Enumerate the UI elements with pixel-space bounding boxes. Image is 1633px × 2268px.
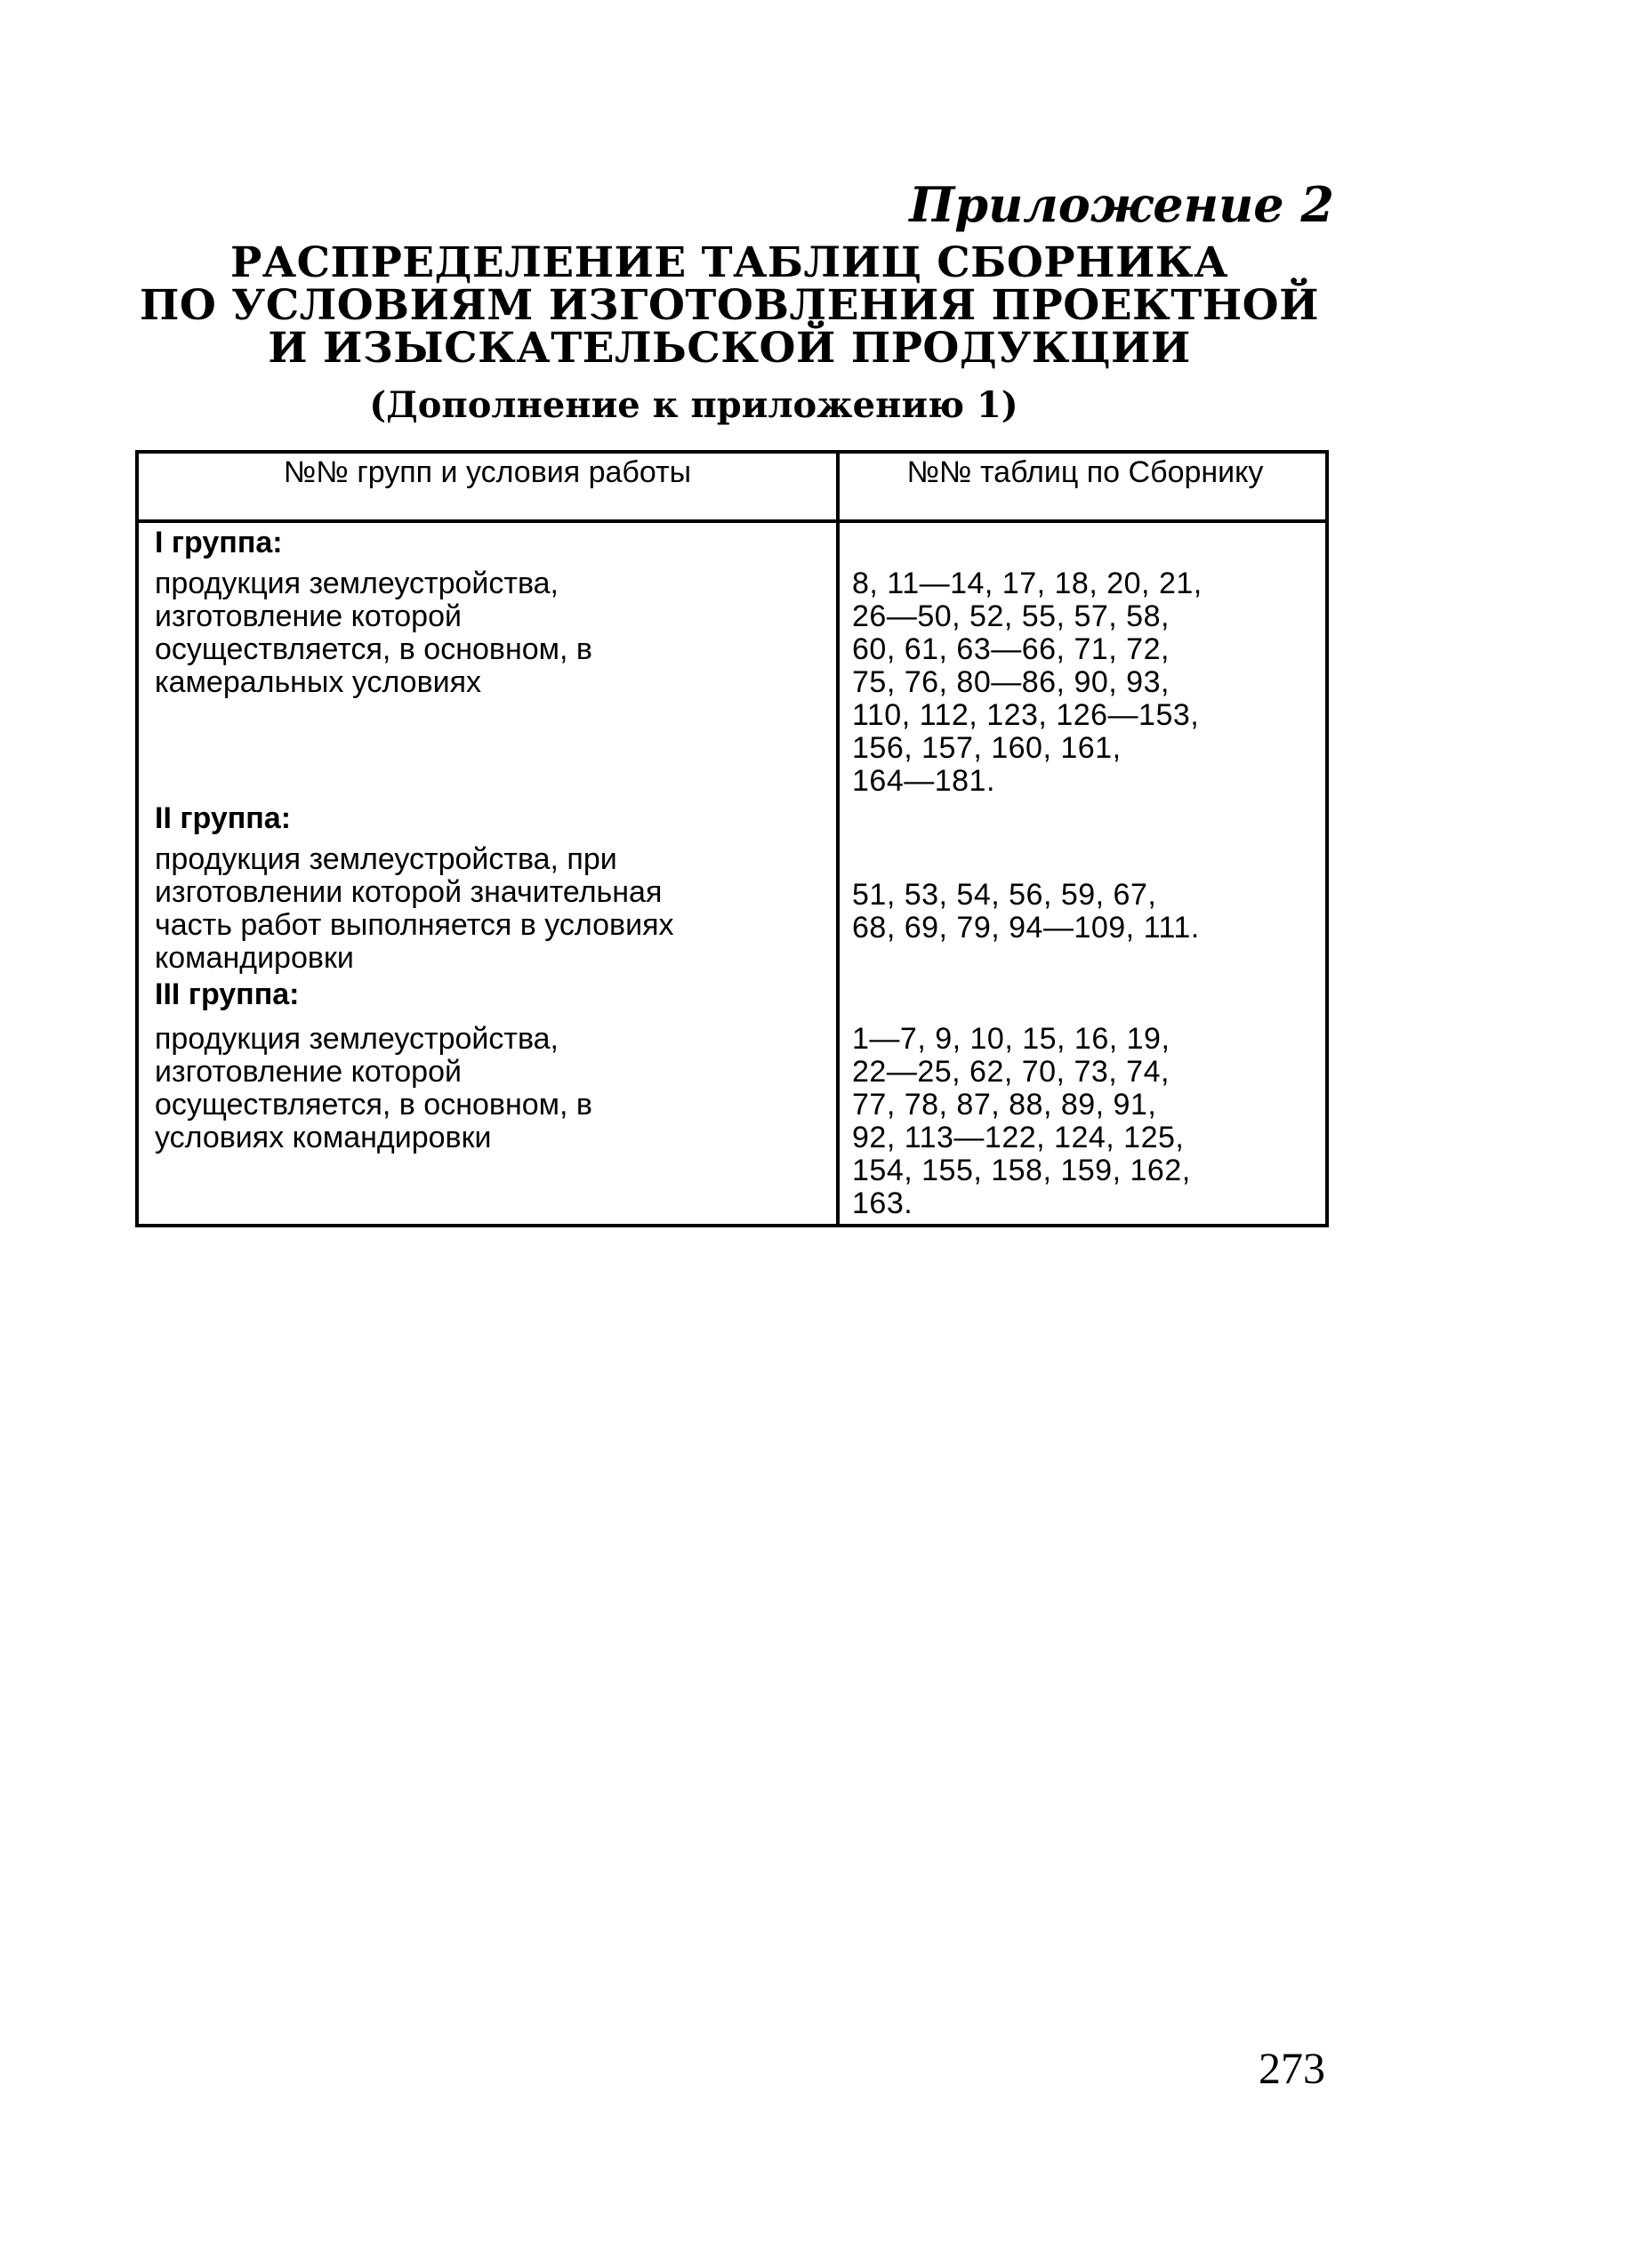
title-line: И ИЗЫСКАТЕЛЬСКОЙ ПРОДУКЦИИ: [268, 324, 1191, 373]
group-2-description-line: командировки: [155, 941, 354, 975]
document-subtitle: (Дополнение к приложению 1): [369, 384, 1018, 426]
header-rule: [135, 519, 1329, 523]
group-1-tables-line: 8, 11—14, 17, 18, 20, 21,: [852, 567, 1203, 600]
group-1-tables-line: 26—50, 52, 55, 57, 58,: [852, 599, 1170, 633]
group-2-description-line: изготовлении которой значительная: [155, 875, 663, 909]
group-1-label: I группа:: [155, 526, 283, 559]
group-1-tables-line: 164—181.: [852, 764, 995, 798]
group-2-description-line: часть работ выполняется в условиях: [155, 908, 674, 942]
group-1-tables-line: 75, 76, 80—86, 90, 93,: [852, 665, 1170, 699]
group-1-description-line: изготовление которой: [155, 599, 462, 633]
title-line: ПО УСЛОВИЯМ ИЗГОТОВЛЕНИЯ ПРОЕКТНОЙ: [139, 281, 1320, 330]
group-2-label: II группа:: [155, 801, 292, 835]
group-3-description-line: условиях командировки: [155, 1121, 492, 1154]
group-1-description-line: камеральных условиях: [155, 665, 482, 699]
header-groups-conditions: №№ групп и условия работы: [283, 455, 692, 489]
group-1-description-line: осуществляется, в основном, в: [155, 632, 592, 666]
group-2-tables-line: 68, 69, 79, 94—109, 111.: [852, 911, 1200, 945]
group-2-tables-line: 51, 53, 54, 56, 59, 67,: [852, 878, 1157, 912]
page-number: 273: [1259, 2043, 1325, 2093]
group-3-description-line: изготовление которой: [155, 1055, 462, 1089]
appendix-label: Приложение 2: [909, 176, 1334, 233]
column-divider: [836, 450, 840, 1227]
document-title: [125, 238, 1334, 373]
group-1-tables-line: 156, 157, 160, 161,: [852, 731, 1122, 765]
group-3-description-line: продукция землеустройства,: [155, 1022, 559, 1056]
group-3-description-line: осуществляется, в основном, в: [155, 1088, 592, 1122]
group-1-tables-line: 60, 61, 63—66, 71, 72,: [852, 632, 1170, 666]
group-3-tables-line: 92, 113—122, 124, 125,: [852, 1121, 1185, 1154]
group-3-tables-line: 163.: [852, 1186, 913, 1220]
group-3-tables-line: 22—25, 62, 70, 73, 74,: [852, 1055, 1170, 1089]
title-line: РАСПРЕДЕЛЕНИЕ ТАБЛИЦ СБОРНИКА: [230, 238, 1228, 287]
group-1-tables-line: 110, 112, 123, 126—153,: [852, 698, 1200, 732]
group-2-description-line: продукция землеустройства, при: [155, 842, 617, 876]
group-1-description-line: продукция землеустройства,: [155, 567, 559, 600]
group-3-tables-line: 1—7, 9, 10, 15, 16, 19,: [852, 1022, 1170, 1056]
group-3-label: III группа:: [155, 977, 300, 1011]
header-table-numbers: №№ таблиц по Сборнику: [906, 455, 1264, 489]
group-3-tables-line: 154, 155, 158, 159, 162,: [852, 1154, 1191, 1187]
group-3-tables-line: 77, 78, 87, 88, 89, 91,: [852, 1088, 1157, 1122]
